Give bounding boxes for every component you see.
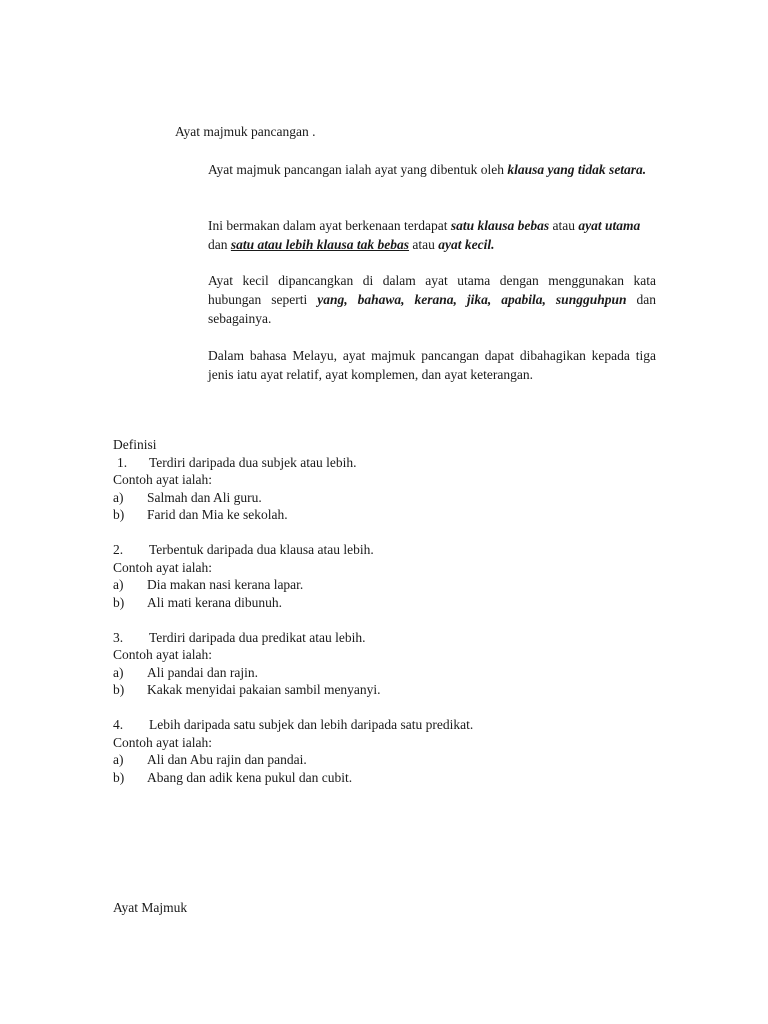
item-number: 2. <box>113 542 124 557</box>
paragraph-text: Ini bermakan dalam ayat berkenaan terdapat <box>208 218 451 233</box>
paragraph-types: Dalam bahasa Melayu, ayat majmuk pancangan dapat dibahagikan kepada tiga jenis iatu ayat relatif, ayat komplemen, dan ayat keterangan. <box>208 348 656 382</box>
definisi-item <box>113 629 673 699</box>
paragraph-text: dan sebagainya. <box>208 292 656 326</box>
example-text: Salmah dan Ali guru. <box>147 489 262 505</box>
example-label: a) <box>113 489 124 505</box>
item-text: Terbentuk daripada dua klausa atau lebih. <box>149 542 374 557</box>
underlined-emphasis-text: satu atau lebih klausa tak bebas <box>230 237 410 252</box>
definisi-item <box>113 716 673 786</box>
emphasis-text: klausa yang tidak setara. <box>507 162 647 177</box>
definisi-section <box>113 436 673 786</box>
definisi-item <box>113 454 673 524</box>
definisi-title: Definisi <box>113 437 157 452</box>
example-text: Kakak menyidai pakaian sambil menyanyi. <box>147 682 381 697</box>
paragraph-text: atau <box>549 218 579 233</box>
example-text: Abang dan adik kena pukul dan cubit. <box>147 769 353 785</box>
paragraph-meaning <box>208 216 656 254</box>
contoh-label: Contoh ayat ialah: <box>113 472 212 487</box>
example-label: b) <box>113 594 125 610</box>
paragraph-text: atau <box>409 237 439 252</box>
item-number: 3. <box>113 629 124 645</box>
contoh-label: Contoh ayat ialah: <box>113 647 212 662</box>
example-text: Dia makan nasi kerana lapar. <box>147 577 304 592</box>
contoh-label: Contoh ayat ialah: <box>113 559 212 575</box>
paragraph-definition <box>208 160 656 179</box>
example-text: Ali dan Abu rajin dan pandai. <box>147 752 307 767</box>
item-text: Lebih daripada satu subjek dan lebih daripada satu predikat. <box>149 717 474 732</box>
item-text: Terdiri daripada dua subjek atau lebih. <box>149 454 357 470</box>
paragraph-text: Ayat majmuk pancangan ialah ayat yang dibentuk oleh <box>208 162 508 177</box>
ayat-majmuk-heading: Ayat Majmuk <box>113 900 188 915</box>
paragraph-text: Ayat kecil dipancangkan di dalam ayat utama dengan menggunakan kata hubungan seperti <box>208 273 656 307</box>
item-number: 4. <box>113 717 124 732</box>
example-text: Ali mati kerana dibunuh. <box>147 594 282 610</box>
definisi-item <box>113 541 673 611</box>
paragraph-text: dan <box>208 237 231 252</box>
emphasis-text: satu klausa bebas <box>450 218 550 233</box>
emphasis-text: ayat kecil. <box>438 237 495 252</box>
example-label: a) <box>113 577 124 592</box>
example-label: a) <box>113 752 124 767</box>
item-text: Terdiri daripada dua predikat atau lebih. <box>149 629 366 645</box>
example-label: a) <box>113 664 124 680</box>
example-label: b) <box>113 507 125 522</box>
contoh-label: Contoh ayat ialah: <box>113 734 212 750</box>
example-label: b) <box>113 769 125 785</box>
emphasis-text: yang, bahawa, kerana, jika, apabila, sungguhpun <box>317 292 627 307</box>
example-text: Ali pandai dan rajin. <box>147 664 258 680</box>
item-number: 1. <box>117 454 128 470</box>
example-text: Farid dan Mia ke sekolah. <box>147 507 288 522</box>
example-label: b) <box>113 682 125 697</box>
paragraph-conjunctions <box>208 271 656 328</box>
section-heading: Ayat majmuk pancangan . <box>175 124 316 139</box>
emphasis-text: ayat utama <box>578 218 641 233</box>
